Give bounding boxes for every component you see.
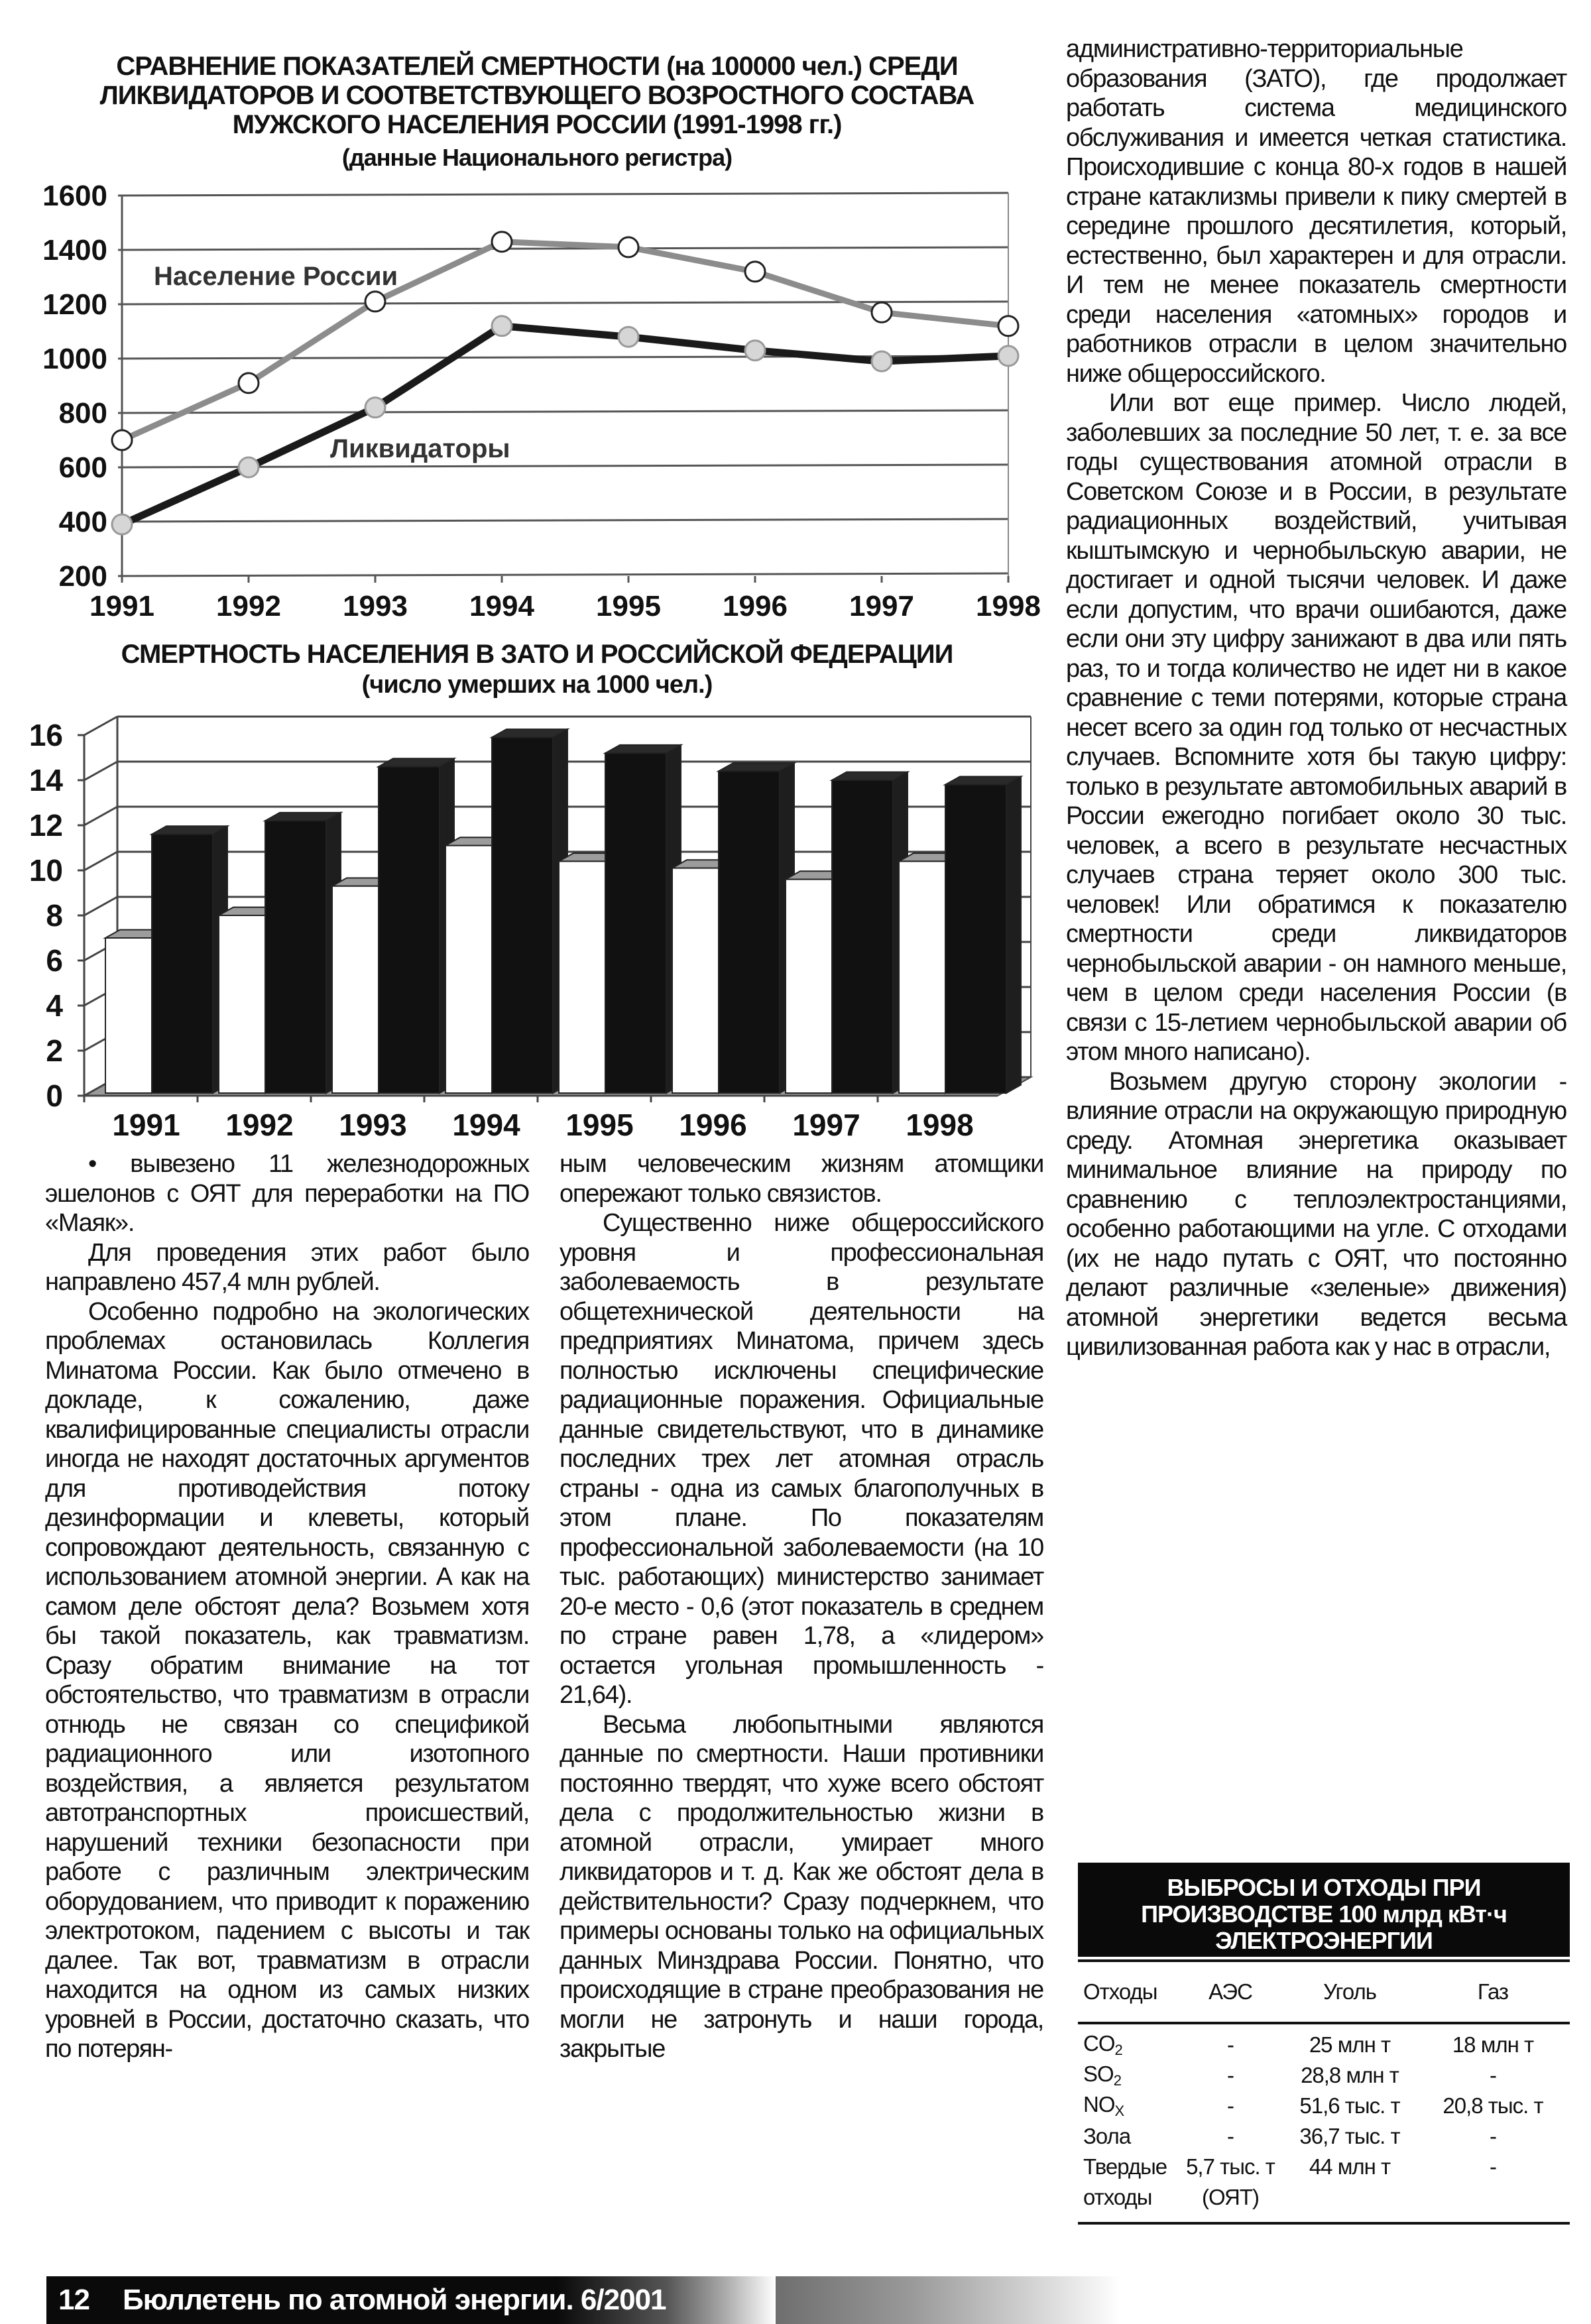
article-paragraph: ным человеческим жизням атомщики опережают только связистов. [560, 1150, 1043, 1208]
side-gridline [84, 717, 117, 735]
data-point-marker [112, 514, 132, 534]
header-waste: Отходы [1083, 1979, 1157, 2004]
table-cell-npp: (ОЯТ) [1202, 2185, 1259, 2209]
y-tick-label: 6 [46, 943, 63, 978]
y-tick-label: 400 [58, 506, 107, 538]
table-cell-coal: 51,6 тыс. т [1299, 2093, 1400, 2118]
data-point-marker [239, 457, 259, 477]
data-point-marker [239, 373, 259, 393]
x-tick-label: 1998 [976, 590, 1041, 622]
y-tick-label: 10 [29, 853, 63, 888]
table-row [1078, 2121, 1570, 2152]
bar-side-face [1006, 776, 1021, 1093]
bar-zato [445, 846, 492, 1093]
side-gridline [84, 762, 117, 780]
article-paragraph: Особенно подробно на экологических проблемах остановилась Коллегия Минатома России. Как было отмечено в докладе, к сожалению, даже квалифицированные специалисты отрасли иногда не находят достаточных аргументов для противодействия потоку дезинформации и клеветы, который сопровождают деятельность, связанную с использованием атомной энергии. А как на самом деле обстоят дела? Возьмем хотя бы такой показатель, как травматизм. Сразу обратим внимание на тот обстоятельство, что травматизм в отрасли отнюдь не связан со спецификой радиационного или изотопного воздействия, а является результатом автотранспортных происшествий, нарушений техники безопасности при работе с различным электрическим оборудованием, что приводит к поражению электротоком, падением с высоты и так далее. Так вот, травматизм в отрасли находится на одном из самых низких уровней в России, достаточно сказать, что по потерян- [45, 1297, 529, 2063]
table-cell-npp: - [1227, 2032, 1234, 2057]
x-tick-label: 1995 [565, 1108, 634, 1140]
emissions-table [1078, 1959, 1570, 2225]
x-tick-label: 1996 [679, 1108, 747, 1140]
bar-chart-title: СМЕРТНОСТЬ НАСЕЛЕНИЯ В ЗАТО И РОССИЙСКОЙ ФЕДЕРАЦИИ [121, 640, 953, 669]
x-tick-label: 1996 [723, 590, 788, 622]
table-row [1078, 2030, 1570, 2060]
data-point-marker [745, 262, 765, 282]
y-tick-label: 12 [29, 808, 63, 842]
table-cell-npp: - [1227, 2093, 1234, 2118]
y-tick-label: 1600 [42, 180, 107, 212]
bar-zato [105, 938, 152, 1093]
table-cell-gas: - [1490, 2063, 1496, 2087]
y-tick-label: 1000 [42, 343, 107, 375]
y-tick-label: 4 [46, 988, 63, 1023]
bar-rf [265, 821, 326, 1093]
data-point-marker [872, 302, 892, 322]
bar-zato [332, 886, 379, 1093]
y-tick-label: 0 [46, 1078, 63, 1113]
footer-fade-decoration [776, 2276, 1120, 2324]
data-point-marker [619, 327, 638, 347]
data-point-marker [492, 316, 512, 336]
bar-rf [719, 771, 780, 1093]
y-tick-label: 8 [46, 898, 63, 933]
article-paragraph: Возьмем другую сторону экологии - влияние отрасли на окружающую природную среду. Атомная энергетика оказывает минимальное влияние на природу по сравнению с теплоэлектростанциями, особенно работающими на угле. С отходами (их не надо путать с ОЯТ, что постоянно делают различные «зеленые» движения) атомной энергетики ведется весьма цивилизованная работа как у нас в отрасли, [1066, 1067, 1566, 1361]
data-point-marker [365, 292, 385, 312]
page-footer [46, 2276, 776, 2324]
table-cell-coal: 36,7 тыс. т [1299, 2124, 1400, 2148]
gridline [118, 573, 1008, 576]
emissions-table-header [1078, 1959, 1570, 2024]
bar-rf [152, 835, 213, 1093]
bar-rf [832, 780, 893, 1093]
table-cell-npp: 5,7 тыс. т [1186, 2154, 1275, 2179]
line-chart-subtitle: (данные Национального регистра) [341, 144, 733, 171]
table-row [1078, 2182, 1570, 2213]
table-cell-substance: $NO_X$ [1083, 2092, 1124, 2119]
side-gridline [84, 852, 117, 870]
gridline [118, 247, 1008, 250]
bar-zato [559, 861, 605, 1093]
data-point-marker [998, 346, 1018, 366]
header-gas: Газ [1477, 1979, 1509, 2004]
article-left-column [45, 1149, 529, 2064]
data-point-marker [112, 430, 132, 450]
table-row [1078, 2091, 1570, 2121]
table-cell-substance: Зола [1083, 2124, 1131, 2148]
data-point-marker [365, 398, 385, 418]
bar-rf [605, 753, 666, 1093]
data-point-marker [998, 316, 1018, 336]
table-row [1078, 2152, 1570, 2182]
table-cell-gas: - [1490, 2124, 1496, 2148]
side-gridline [84, 807, 117, 825]
table-cell-substance: $SO_2$ [1083, 2062, 1121, 2089]
bar-rf [379, 767, 440, 1093]
y-tick-label: 200 [58, 560, 107, 593]
table-cell-coal: 28,8 млн т [1301, 2063, 1399, 2087]
bar-rf [492, 737, 553, 1093]
table-cell-gas: - [1490, 2154, 1496, 2179]
x-tick-label: 1997 [849, 590, 914, 622]
gridline [118, 302, 1008, 304]
table-cell-substance: отходы [1083, 2185, 1152, 2209]
article-paragraph: Весьма любопытными являются данные по смертности. Наши противники постоянно твердят, что хуже всего обстоят дела с продолжительностью жизни в атомной отрасли, умирает много ликвидаторов и т. д. Как же обстоят дела в действительности? Сразу подчеркнем, что примеры основаны только на официальных данных Минздрава России. Понятно, что происходящие в стране преобразования не могли не затронуть и наши города, закрытые [560, 1710, 1043, 2063]
x-tick-label: 1997 [792, 1108, 860, 1140]
x-tick-label: 1991 [112, 1108, 180, 1140]
gridline [118, 519, 1008, 522]
x-tick-label: 1994 [469, 590, 534, 622]
table-cell-gas: 18 млн т [1452, 2032, 1534, 2057]
table-cell-npp: - [1227, 2124, 1234, 2148]
bar-zato [672, 868, 719, 1093]
article-paragraph: Существенно ниже общероссийского уровня и профессиональная заболеваемость в результате общетехнической деятельности на предприятиях Минатома, причем здесь полностью исключены специфические радиационные поражения. Официальные данные свидетельствуют, что в динамике последних трех лет атомная отрасль страны - одна из самых благополучных в этом плане. По показателям профессиональной заболеваемости (на 10 тыс. работающих) министерство занимает 20-е место - 0,6 (этот показатель в среднем по стране равен 1,78, а «лидером» остается угольная промышленность - 21,64). [560, 1209, 1043, 1709]
x-tick-label: 1993 [343, 590, 408, 622]
x-tick-label: 1991 [89, 590, 154, 622]
table-row [1078, 2060, 1570, 2091]
table-cell-coal: 44 млн т [1309, 2154, 1391, 2179]
bar-chart [0, 703, 1047, 1140]
y-tick-label: 600 [58, 451, 107, 484]
gridline [118, 193, 1008, 196]
emissions-table-title: ВЫБРОСЫ И ОТХОДЫ ПРИ ПРОИЗВОДСТВЕ 100 млрд кВт·ч ЭЛЕКТРОЭНЕРГИИ [1078, 1863, 1570, 1957]
header-coal: Уголь [1323, 1979, 1376, 2004]
article-right-column [1066, 34, 1566, 1362]
y-tick-label: 14 [29, 763, 63, 797]
table-cell-gas: 20,8 тыс. т [1443, 2093, 1543, 2118]
bar-zato [786, 880, 832, 1093]
table-cell-substance: Твердые [1083, 2154, 1167, 2179]
article-paragraph: • вывезено 11 железнодорожных эшелонов с ОЯТ для переработки на ПО «Маяк». [45, 1150, 529, 1237]
line-chart-title: СРАВНЕНИЕ ПОКАЗАТЕЛЕЙ СМЕРТНОСТИ (на 100000 чел.) СРЕДИ ЛИКВИДАТОРОВ И СООТВЕТСТВУЮЩЕГО ВОЗРОСТНОГО СОСТАВА МУЖСКОГО НАСЕЛЕНИЯ РОССИИ (1991-1998 гг.) [99, 52, 974, 139]
bar-chart-subtitle: (число умерших на 1000 чел.) [361, 671, 713, 699]
series-label-liquidators: Ликвидаторы [330, 434, 510, 463]
side-gridline [84, 897, 117, 915]
bar-zato [219, 915, 265, 1093]
page-number: 12 [58, 2284, 89, 2316]
x-tick-label: 1998 [906, 1108, 974, 1140]
data-point-marker [872, 351, 892, 371]
y-tick-label: 1200 [42, 288, 107, 321]
x-tick-label: 1993 [339, 1108, 407, 1140]
publication-name: Бюллетень по атомной энергии. 6/2001 [122, 2284, 666, 2316]
article-paragraph: административно-территориальные образования (ЗАТО), где продолжает работать система медицинского обслуживания и имеется четкая статистика. Происходившие с конца 80-х годов в нашей стране катаклизмы привели к пику смертей в середине прошлого десятилетия, который, естественно, был характерен и для отрасли. И тем не менее показатель смертности среди населения «атомных» городов и работников отрасли в целом значительно ниже общероссийского. [1066, 35, 1566, 388]
data-point-marker [492, 232, 512, 252]
y-tick-label: 1400 [42, 234, 107, 266]
x-tick-label: 1994 [452, 1108, 520, 1140]
bar-rf [945, 785, 1006, 1093]
table-cell-coal: 25 млн т [1309, 2032, 1391, 2057]
gridline [118, 410, 1008, 413]
emissions-table-body [1078, 2024, 1570, 2225]
x-tick-label: 1995 [596, 590, 661, 622]
y-tick-label: 16 [29, 718, 63, 752]
table-cell-substance: $CO_2$ [1083, 2031, 1122, 2058]
data-point-marker [619, 237, 638, 257]
table-cell-npp: - [1227, 2063, 1234, 2087]
line-chart [0, 172, 1047, 636]
article-paragraph: Для проведения этих работ было направлено 457,4 млн рублей. [45, 1238, 529, 1296]
series-label-population: Население России [154, 262, 398, 291]
bar-zato [899, 861, 945, 1093]
x-tick-label: 1992 [225, 1108, 294, 1140]
article-middle-column [560, 1149, 1043, 2064]
article-paragraph: Или вот еще пример. Число людей, заболевших за последние 50 лет, т. е. за все годы существования атомной отрасли в Советском Союзе и в России, в результате радиационных воздействий, учитывая кыштымскую и чернобыльскую аварии, не достигает и одной тысячи человек. И даже если допустим, что врачи ошибаются, даже если они эту цифру занижают в два или пять раз, то и тогда количество не идет ни в какое сравнение с теми потерями, которые страна несет всего за один год только от несчастных случаев. Вспомните хотя бы такую цифру: только в результате автомобильных аварий в России ежегодно погибает около 30 тыс. человек, а всего в результате несчастных случаев страна теряет около 300 тыс. человек! Или обратимся к показателю смертности среди ликвидаторов чернобыльской аварии - он намного меньше, чем в целом среди населения России (в связи с 15-летием чернобыльской аварии об этом много написано). [1066, 389, 1566, 1066]
data-point-marker [745, 341, 765, 361]
header-npp: АЭС [1208, 1979, 1252, 2004]
y-tick-label: 800 [58, 397, 107, 430]
x-tick-label: 1992 [216, 590, 281, 622]
y-tick-label: 2 [46, 1033, 63, 1068]
